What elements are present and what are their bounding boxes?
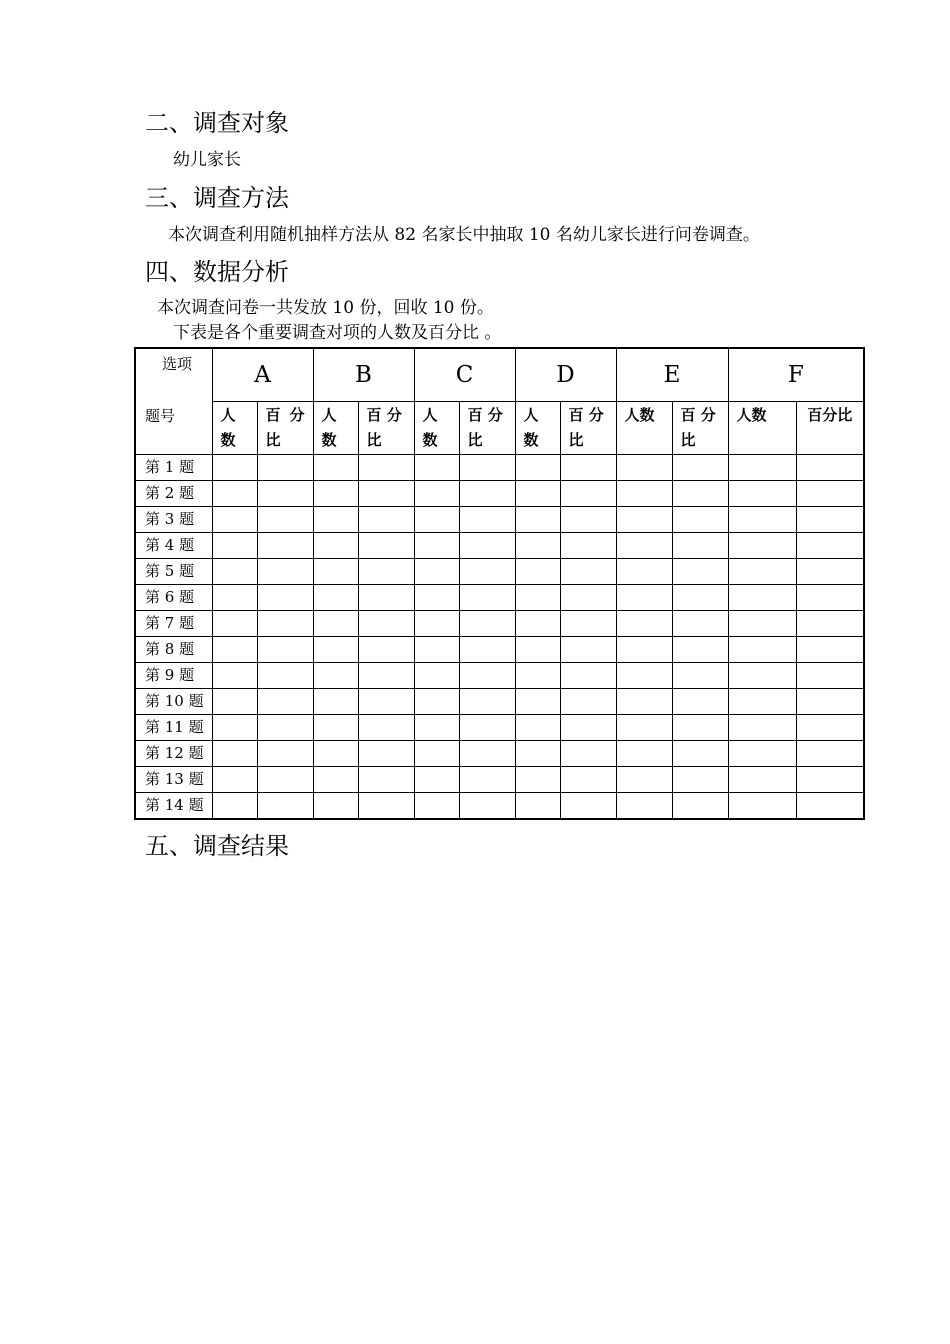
table-cell [257, 741, 313, 767]
table-cell [358, 559, 414, 585]
table-row [135, 533, 864, 559]
table-cell [728, 767, 796, 793]
table-cell [414, 767, 459, 793]
table-cell [358, 611, 414, 637]
section-3-body: 本次调查利用随机抽样方法从 82 名家长中抽取 10 名幼儿家长进行问卷调查。 [168, 225, 760, 245]
table-cell [672, 793, 728, 820]
table-cell [728, 663, 796, 689]
table-cell [728, 741, 796, 767]
table-row [135, 481, 864, 507]
table-row [135, 559, 864, 585]
table-cell [560, 663, 616, 689]
table-cell [212, 741, 257, 767]
subheader-c-percent: 百 分 比 [459, 402, 515, 455]
table-row [135, 507, 864, 533]
subheader-a-count: 人 数 [212, 402, 257, 455]
table-cell [313, 455, 358, 481]
table-cell [616, 741, 672, 767]
table-cell [212, 767, 257, 793]
table-cell [414, 481, 459, 507]
table-cell [515, 663, 560, 689]
table-cell [313, 585, 358, 611]
table-cell [560, 689, 616, 715]
subheader-c-count: 人 数 [414, 402, 459, 455]
table-cell [313, 611, 358, 637]
table-subheader-row [135, 402, 864, 455]
question-label: 第 2 题 [135, 481, 212, 507]
table-cell [560, 793, 616, 820]
table-cell [672, 741, 728, 767]
table-cell [414, 611, 459, 637]
table-cell [728, 481, 796, 507]
table-cell [459, 559, 515, 585]
table-cell [672, 455, 728, 481]
table-cell [796, 663, 864, 689]
table-cell [313, 715, 358, 741]
table-cell [515, 455, 560, 481]
question-label: 第 6 题 [135, 585, 212, 611]
table-cell [560, 533, 616, 559]
table-cell [414, 585, 459, 611]
subheader-b-count: 人 数 [313, 402, 358, 455]
table-cell [515, 637, 560, 663]
table-cell [560, 767, 616, 793]
option-header-a: A [212, 348, 313, 402]
table-cell [313, 663, 358, 689]
table-cell [796, 767, 864, 793]
corner-label-options: 选项 [162, 355, 193, 373]
table-cell [796, 689, 864, 715]
table-cell [796, 533, 864, 559]
table-cell [796, 611, 864, 637]
table-cell [672, 611, 728, 637]
table-cell [313, 481, 358, 507]
table-cell [358, 455, 414, 481]
subheader-d-percent: 百 分 比 [560, 402, 616, 455]
table-cell [672, 715, 728, 741]
table-cell [414, 455, 459, 481]
table-row [135, 455, 864, 481]
table-cell [796, 481, 864, 507]
table-cell [358, 507, 414, 533]
table-cell [358, 481, 414, 507]
option-header-b: B [313, 348, 414, 402]
table-cell [616, 559, 672, 585]
table-cell [212, 663, 257, 689]
table-cell [728, 611, 796, 637]
table-cell [672, 559, 728, 585]
table-cell [257, 455, 313, 481]
question-label: 第 1 题 [135, 455, 212, 481]
table-cell [257, 481, 313, 507]
table-cell [728, 689, 796, 715]
table-cell [672, 663, 728, 689]
table-cell [358, 533, 414, 559]
table-cell [560, 481, 616, 507]
table-cell [459, 611, 515, 637]
table-cell [515, 507, 560, 533]
table-cell [459, 507, 515, 533]
table-cell [358, 767, 414, 793]
table-cell [212, 507, 257, 533]
table-row [135, 611, 864, 637]
table-cell [358, 793, 414, 820]
question-label: 第 5 题 [135, 559, 212, 585]
table-cell [616, 507, 672, 533]
table-cell [459, 741, 515, 767]
table-cell [728, 637, 796, 663]
table-cell [515, 741, 560, 767]
table-cell [616, 481, 672, 507]
table-cell [728, 793, 796, 820]
table-cell [560, 585, 616, 611]
table-row [135, 793, 864, 820]
table-cell [257, 585, 313, 611]
question-label: 第 11 题 [135, 715, 212, 741]
question-label: 第 7 题 [135, 611, 212, 637]
table-cell [459, 533, 515, 559]
table-cell [459, 455, 515, 481]
table-row [135, 637, 864, 663]
table-cell [414, 507, 459, 533]
table-cell [616, 767, 672, 793]
question-label: 第 12 题 [135, 741, 212, 767]
table-cell [560, 741, 616, 767]
table-cell [728, 533, 796, 559]
table-cell [616, 715, 672, 741]
table-cell [515, 481, 560, 507]
table-cell [672, 767, 728, 793]
option-header-d: D [515, 348, 616, 402]
table-cell [212, 793, 257, 820]
option-header-c: C [414, 348, 515, 402]
table-cell [796, 793, 864, 820]
table-row [135, 663, 864, 689]
section-4-body-1: 本次调查问卷一共发放 10 份，回收 10 份。 [157, 298, 494, 318]
section-4-body-2: 下表是各个重要调查对项的人数及百分比 。 [173, 323, 502, 343]
section-4-title: 四、数据分析 [145, 258, 289, 286]
table-cell [616, 793, 672, 820]
table-cell [515, 689, 560, 715]
table-cell [672, 533, 728, 559]
table-cell [728, 715, 796, 741]
table-cell [560, 715, 616, 741]
table-cell [515, 715, 560, 741]
table-cell [414, 793, 459, 820]
table-cell [616, 611, 672, 637]
section-2-title: 二、调查对象 [145, 109, 289, 137]
table-cell [358, 689, 414, 715]
table-cell [796, 455, 864, 481]
table-cell [212, 533, 257, 559]
table-row [135, 767, 864, 793]
table-cell [459, 715, 515, 741]
table-cell [358, 663, 414, 689]
table-cell [459, 585, 515, 611]
table-cell [358, 637, 414, 663]
table-cell [616, 689, 672, 715]
table-cell [212, 637, 257, 663]
table-cell [257, 507, 313, 533]
table-cell [459, 481, 515, 507]
table-cell [257, 663, 313, 689]
table-cell [459, 663, 515, 689]
table-cell [728, 455, 796, 481]
question-label: 第 10 题 [135, 689, 212, 715]
table-cell [313, 507, 358, 533]
subheader-f-count: 人数 [728, 402, 796, 455]
table-cell [672, 507, 728, 533]
table-row [135, 715, 864, 741]
table-cell [358, 585, 414, 611]
subheader-a-percent: 百 分 比 [257, 402, 313, 455]
subheader-b-percent: 百 分 比 [358, 402, 414, 455]
table-row [135, 689, 864, 715]
table-cell [257, 611, 313, 637]
table-cell [672, 585, 728, 611]
table-cell [414, 663, 459, 689]
table-cell [796, 585, 864, 611]
table-cell [313, 741, 358, 767]
table-cell [459, 767, 515, 793]
table-cell [414, 741, 459, 767]
table-cell [560, 507, 616, 533]
table-cell [313, 793, 358, 820]
table-cell [459, 637, 515, 663]
section-2-body: 幼儿家长 [173, 150, 241, 170]
table-cell [796, 507, 864, 533]
option-header-f: F [728, 348, 864, 402]
table-cell [414, 637, 459, 663]
question-label: 第 13 题 [135, 767, 212, 793]
table-cell [459, 689, 515, 715]
table-cell [257, 559, 313, 585]
table-cell [616, 585, 672, 611]
subheader-d-count: 人 数 [515, 402, 560, 455]
table-cell [257, 637, 313, 663]
section-5-title: 五、调查结果 [145, 832, 289, 860]
table-cell [414, 689, 459, 715]
subheader-e-percent: 百 分 比 [672, 402, 728, 455]
table-cell [212, 455, 257, 481]
table-cell [515, 611, 560, 637]
table-cell [796, 637, 864, 663]
table-cell [257, 533, 313, 559]
table-cell [257, 715, 313, 741]
table-cell [313, 637, 358, 663]
table-cell [414, 715, 459, 741]
subheader-f-percent: 百分比 [796, 402, 864, 455]
table-cell [796, 559, 864, 585]
table-cell [212, 481, 257, 507]
table-cell [358, 741, 414, 767]
table-cell [560, 611, 616, 637]
table-cell [560, 559, 616, 585]
corner-label-question-number: 题号 [145, 407, 176, 425]
question-label: 第 3 题 [135, 507, 212, 533]
table-cell [212, 559, 257, 585]
question-label: 第 14 题 [135, 793, 212, 820]
subheader-e-count: 人数 [616, 402, 672, 455]
table-cell [515, 585, 560, 611]
table-cell [616, 663, 672, 689]
table-cell [313, 767, 358, 793]
table-row [135, 741, 864, 767]
table-cell [358, 715, 414, 741]
question-label: 第 8 题 [135, 637, 212, 663]
table-cell [212, 585, 257, 611]
table-cell [212, 611, 257, 637]
table-cell [459, 793, 515, 820]
table-cell [257, 689, 313, 715]
table-cell [515, 793, 560, 820]
table-cell [313, 689, 358, 715]
table-cell [616, 533, 672, 559]
table-cell [560, 455, 616, 481]
table-cell [560, 637, 616, 663]
section-3-title: 三、调查方法 [145, 184, 289, 212]
table-header-row [135, 348, 864, 402]
table-cell [796, 741, 864, 767]
table-cell [672, 481, 728, 507]
table-corner-cell [135, 348, 212, 455]
table-row [135, 585, 864, 611]
table-cell [515, 533, 560, 559]
table-cell [728, 585, 796, 611]
survey-table [134, 347, 865, 820]
table-cell [672, 689, 728, 715]
question-label: 第 4 题 [135, 533, 212, 559]
table-cell [672, 637, 728, 663]
table-cell [515, 559, 560, 585]
table-cell [796, 715, 864, 741]
table-cell [515, 767, 560, 793]
table-cell [212, 715, 257, 741]
table-cell [414, 559, 459, 585]
table-cell [616, 637, 672, 663]
table-cell [616, 455, 672, 481]
table-cell [313, 533, 358, 559]
table-cell [313, 559, 358, 585]
table-cell [728, 507, 796, 533]
table-cell [728, 559, 796, 585]
table-cell [414, 533, 459, 559]
question-label: 第 9 题 [135, 663, 212, 689]
table-cell [257, 793, 313, 820]
option-header-e: E [616, 348, 728, 402]
table-cell [257, 767, 313, 793]
table-cell [212, 689, 257, 715]
